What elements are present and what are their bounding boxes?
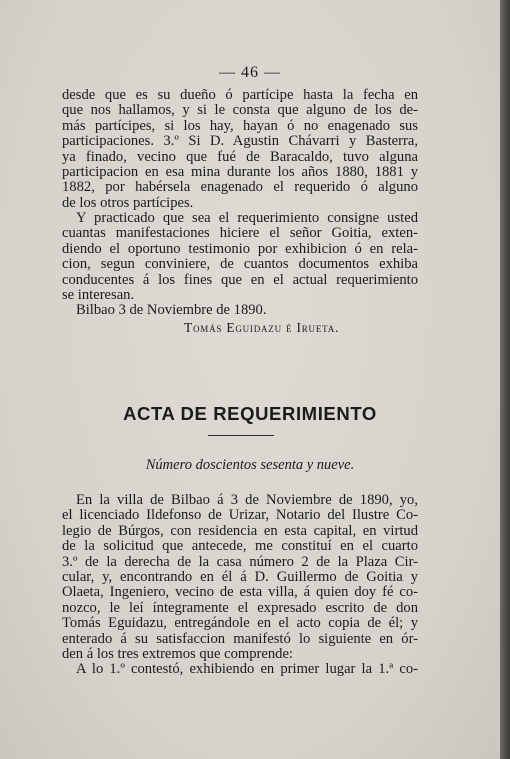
text-line: legio de Búrgos, con residencia en esta capital, en virtud: [62, 522, 418, 539]
text-line: En la villa de Bilbao á 3 de Noviembre de 1890, yo,: [76, 492, 418, 508]
top-paragraph: [62, 88, 418, 211]
text-line: ya finado, vecino que fué de Baracaldo, tuvo alguna: [62, 148, 418, 165]
text-line: se interesan.: [62, 286, 135, 303]
text-line: participacion en esa mina durante los años 1880, 1881 y: [62, 163, 418, 180]
text-line: Y practicado que sea el requerimiento consigne usted: [76, 210, 418, 226]
text-line: A lo 1.º contestó, exhibiendo en primer lugar la 1.ª co-: [76, 661, 418, 678]
signature-text: Tomás Eguidazu é Irueta.: [184, 320, 340, 335]
text-line: Tomás Eguidazu, entregándole en el acto copia de él; y: [62, 615, 418, 632]
text-line: 3.º de la derecha de la casa número 2 de la Plaza Cir-: [62, 553, 418, 570]
text-line: más partícipes, si los hay, hayan ó no enagenado sus: [62, 117, 418, 134]
date-line: Bilbao 3 de Noviembre de 1890.: [76, 302, 267, 319]
text-line: participaciones. 3.º Si D. Agustin Chávarri y Basterra,: [62, 133, 418, 150]
second-paragraph: [62, 211, 418, 319]
text-line: enterado á su satisfaccion manifestó lo siguiente en ór-: [62, 630, 418, 647]
text-line: cular, y, encontrando en él á D. Guillermo de Goitia y: [62, 568, 418, 585]
text-line: 1882, por habérsela enagenado el requerido ó alguno: [62, 179, 418, 196]
signature: [184, 320, 424, 336]
page-number: — 46 —: [219, 64, 281, 81]
text-line: desde que es su dueño ó partícipe hasta la fecha en: [62, 87, 418, 103]
text-line: nozco, le leí íntegramente el expresado escrito de don: [62, 599, 418, 616]
heading-rule: [208, 435, 274, 436]
text-line: cuantas manifestaciones hiciere el señor Goitia, exten-: [62, 225, 418, 242]
text-line: de los otros partícipes.: [62, 194, 194, 211]
body-paragraph: [62, 493, 418, 678]
text-line: Olaeta, Ingeniero, vecino de esta villa, á quien doy fé co-: [62, 584, 418, 601]
book-spine-edge: [500, 0, 510, 759]
text-line: el licenciado Ildefonso de Urizar, Notario del Ilustre Co-: [62, 507, 418, 524]
act-number-subtitle: Número doscientos sesenta y nueve.: [145, 457, 355, 473]
section-heading: ACTA DE REQUERIMIENTO: [123, 403, 377, 424]
text-line: de la solicitud que antecede, me constituí en el cuarto: [62, 538, 418, 555]
text-line: diendo el oportuno testimonio por exhibicion ó en rela-: [62, 240, 418, 257]
text-line: cion, segun conviniere, de cuantos documentos exhiba: [62, 256, 418, 273]
text-line: den á los tres extremos que comprende:: [62, 645, 293, 662]
text-line: que nos hallamos, y si le consta que alguno de los de-: [62, 102, 418, 119]
text-line: conducentes á los fines que en el actual requerimiento: [62, 271, 418, 288]
